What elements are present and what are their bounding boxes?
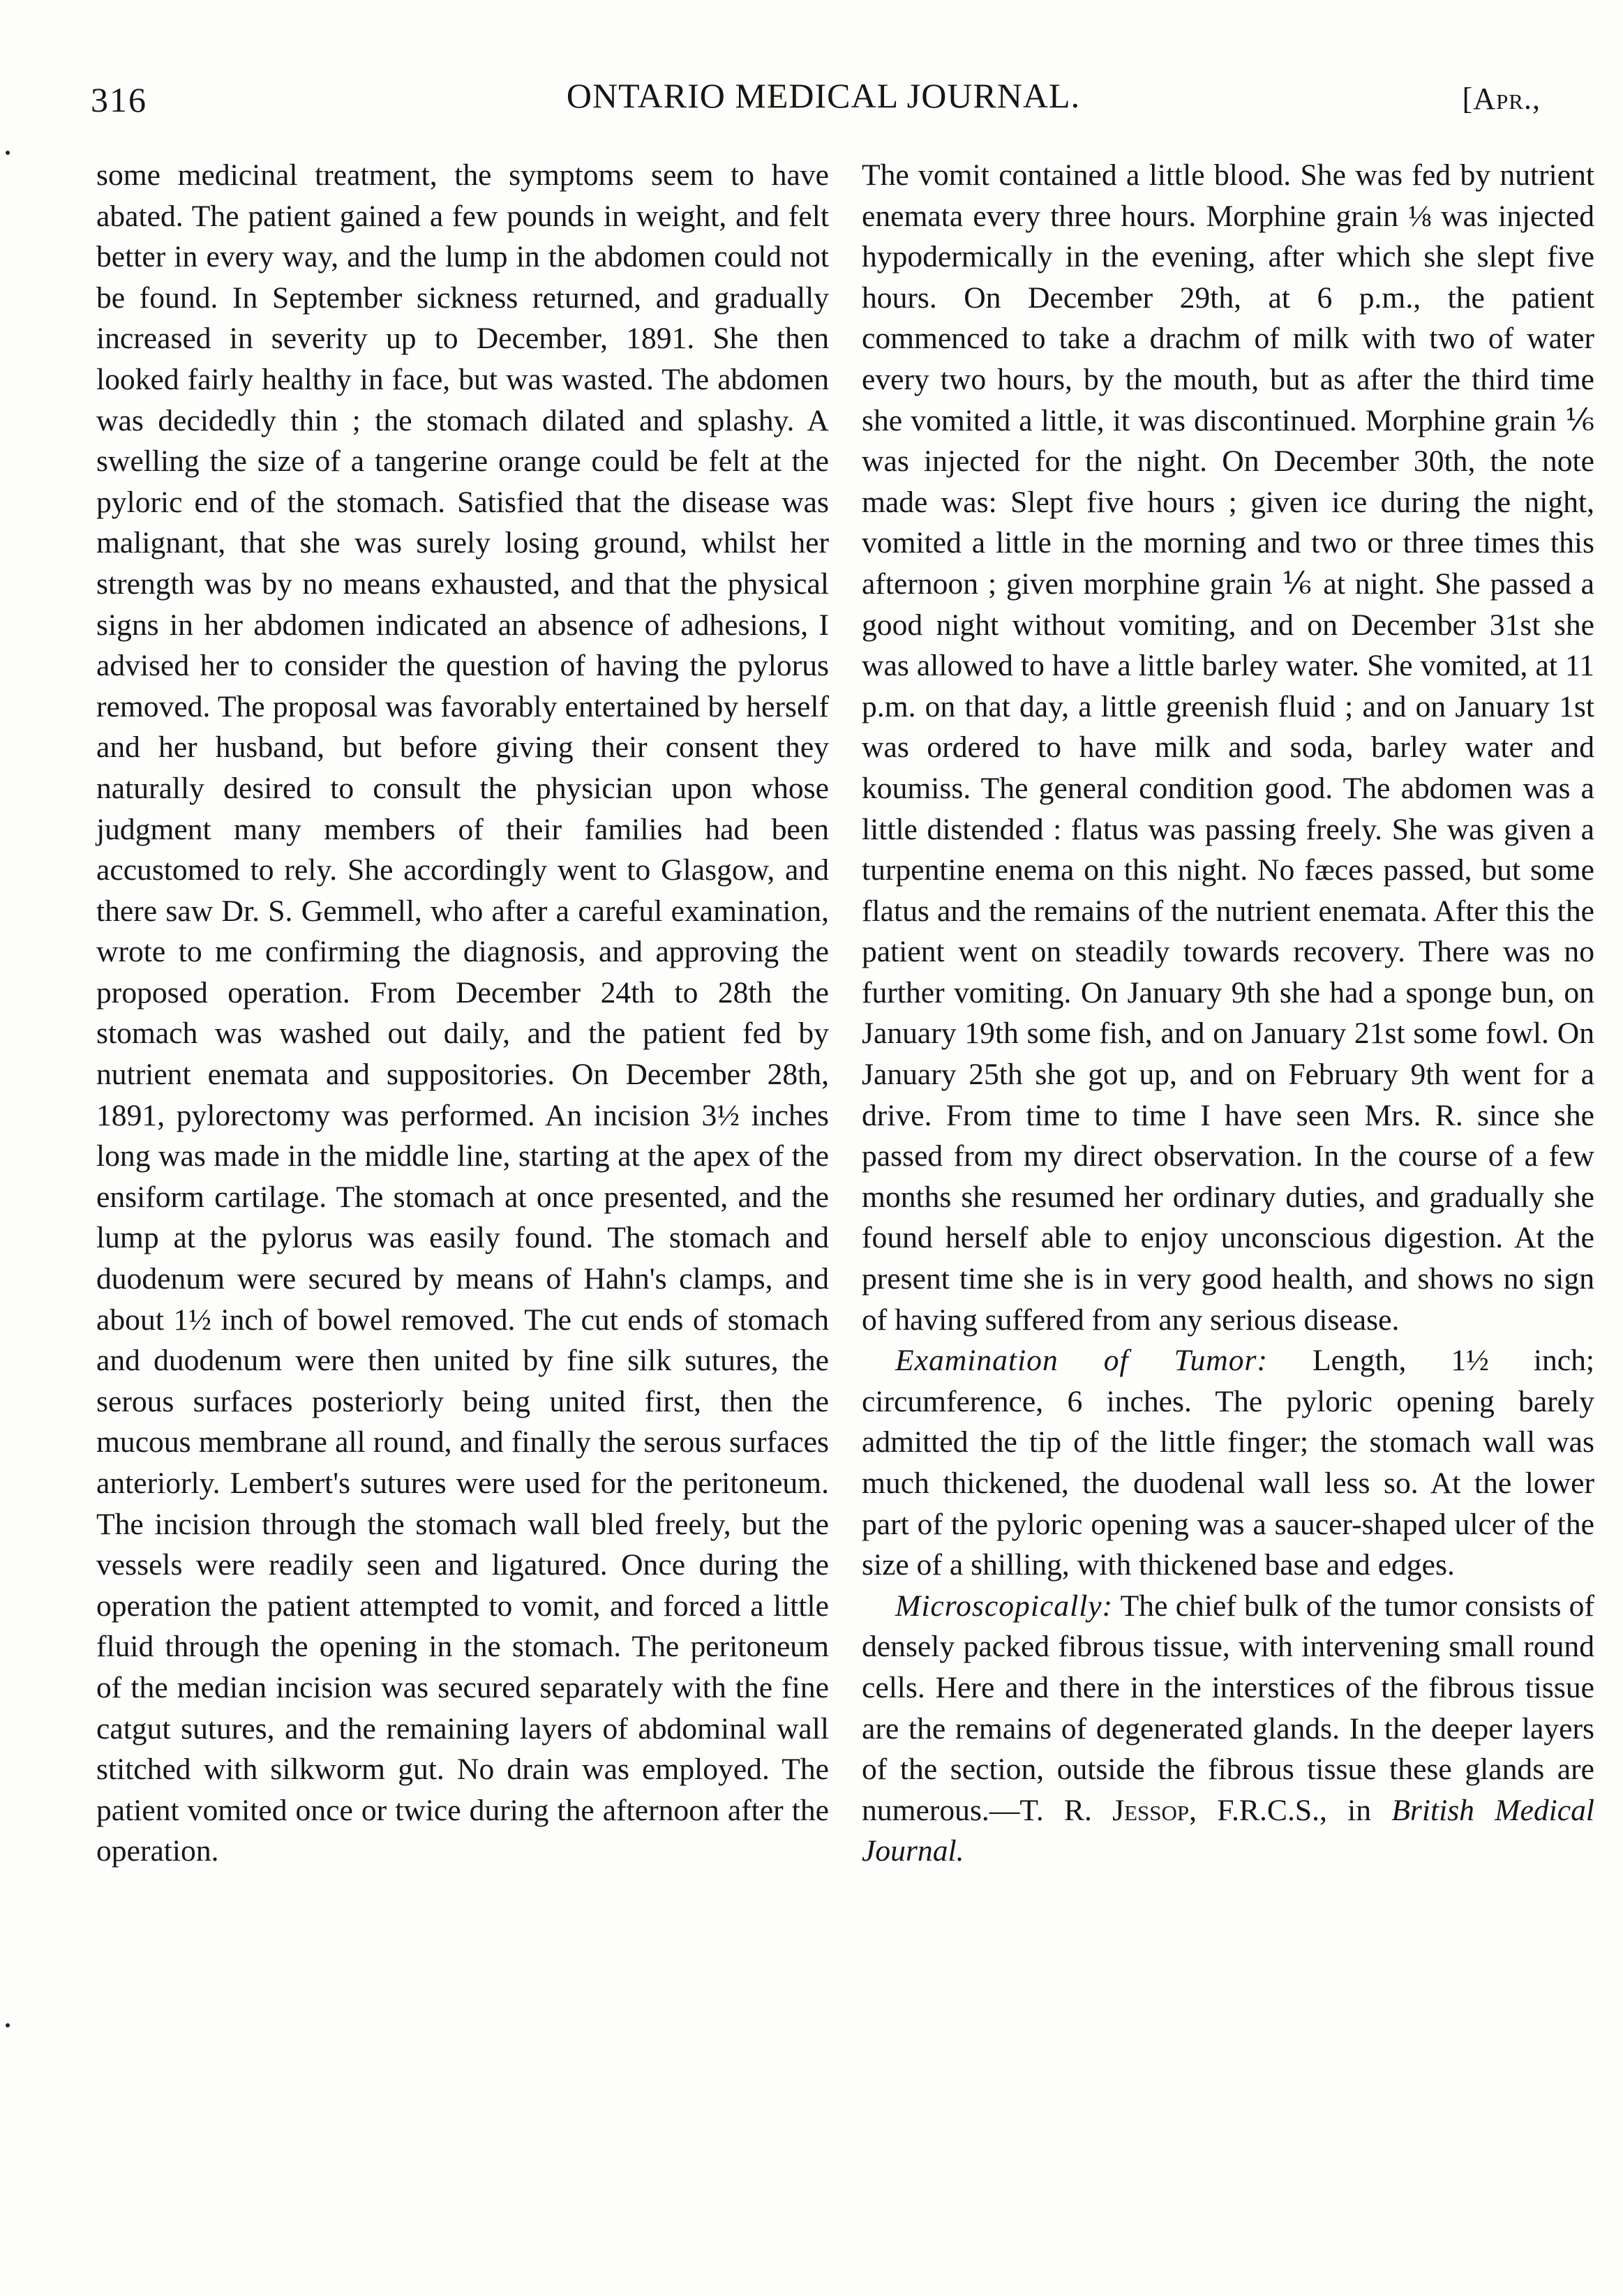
margin-mark [6,2023,10,2027]
paragraph-text: Length, 1½ inch; circumference, 6 inches. The pyloric opening barely admitted the tip of the little finger; the stomach wall was much thickened, the duodenal wall less so. At the lower part of the pyloric opening was a saucer-shaped ulcer of the size of a shilling, with thickened base and edges. [862,1344,1595,1582]
right-column [862,155,1594,1872]
running-title: ONTARIO MEDICAL JOURNAL. [566,76,1081,115]
page-header [91,75,1556,131]
microscopy-paragraph [862,1586,1594,1872]
page-number: 316 [91,80,147,119]
section-heading: Examination of Tumor: [895,1344,1269,1378]
author-credit: T. R. Jessop, F.R.C.S., [1019,1793,1327,1827]
body-paragraph: The vomit contained a little blood. She was fed by nutrient enemata every three hours. Morphine grain ⅛ was injected hypodermically in the evening, after which she slept five hours. On December 29th, at 6 p.m., the patient commenced to take a drachm of milk with two of water every two hours, by the mouth, but as after the third time she vomited a little, it was discontinued. Morphine grain ⅙ was injected for the night. On December 30th, the note made was: Slept five hours ; given ice during the night, vomited a little in the morning and two or three times this afternoon ; given morphine grain ⅙ at night. She passed a good night without vomiting, and on December 31st she was allowed to have a little barley water. She vomited, at 11 p.m. on that day, a little greenish fluid ; and on January 1st was ordered to have milk and soda, barley water and koumiss. The general condition good. The abdomen was a little distended : flatus was passing freely. She was given a turpentine enema on this night. No fæces passed, but some flatus and the remains of the nutrient enemata. After this the patient went on steadily towards recovery. There was no further vomiting. On January 9th she had a sponge bun, on January 19th some fish, and on January 21st some fowl. On January 25th she got up, and on February 9th went for a drive. From time to time I have seen Mrs. R. since she passed from my direct observation. In the course of a few months she resumed her ordinary duties, and gradually she found herself able to enjoy unconscious digestion. At the present time she is in very good health, and shows no sign of having suffered from any serious disease. [862,158,1594,1337]
issue-month: [Apr., [1462,82,1541,116]
tumor-examination-paragraph [862,1340,1594,1586]
section-heading: Microscopically: [895,1589,1114,1623]
connector-text: in [1326,1793,1392,1827]
margin-mark [6,151,10,155]
paragraph-text: The chief bulk of the tumor consists of densely packed fibrous tissue, with intervening small round cells. Here and there in the interstices of the fibrous tissue are the remains of degenerated glands. In the deeper layers of the section, outside the fibrous tissue these glands are numerous.— [862,1589,1594,1827]
source-journal: British Medical Journal. [862,1793,1595,1868]
left-column [96,155,829,1872]
body-paragraph: some medicinal treatment, the symptoms seem to have abated. The patient gained a few pounds in weight, and felt better in every way, and the lump in the abdomen could not be found. In September sickness returned, and gradually increased in severity up to December, 1891. She then looked fairly healthy in face, but was wasted. The abdomen was decidedly thin ; the stomach dilated and splashy. A swelling the size of a tangerine orange could be felt at the pyloric end of the stomach. Satisfied that the disease was malignant, that she was surely losing ground, whilst her strength was by no means exhausted, and that the physical signs in her abdomen indicated an absence of adhesions, I advised her to consider the question of having the pylorus removed. The proposal was favorably entertained by herself and her husband, but before giving their consent they naturally desired to consult the physician upon whose judgment many members of their families had been accustomed to rely. She accordingly went to Glasgow, and there saw Dr. S. Gemmell, who after a careful examination, wrote to me confirming the diagnosis, and approving the proposed operation. From December 24th to 28th the stomach was washed out daily, and the patient fed by nutrient enemata and suppositories. On December 28th, 1891, pylorectomy was performed. An incision 3½ inches long was made in the middle line, starting at the apex of the ensiform cartilage. The stomach at once presented, and the lump at the pylorus was easily found. The stomach and duodenum were secured by means of Hahn's clamps, and about 1½ inch of bowel removed. The cut ends of stomach and duodenum were then united by fine silk sutures, the serous surfaces posteriorly being united first, then the mucous membrane all round, and finally the serous surfaces anteriorly. Lembert's sutures were used for the peritoneum. The incision through the stomach wall bled freely, but the vessels were readily seen and ligatured. Once during the operation the patient attempted to vomit, and forced a little fluid through the opening in the stomach. The peritoneum of the median incision was secured separately with the fine catgut sutures, and the remaining layers of abdominal wall stitched with silkworm gut. No drain was employed. The patient vomited once or twice during the afternoon after the operation. [96,158,829,1868]
